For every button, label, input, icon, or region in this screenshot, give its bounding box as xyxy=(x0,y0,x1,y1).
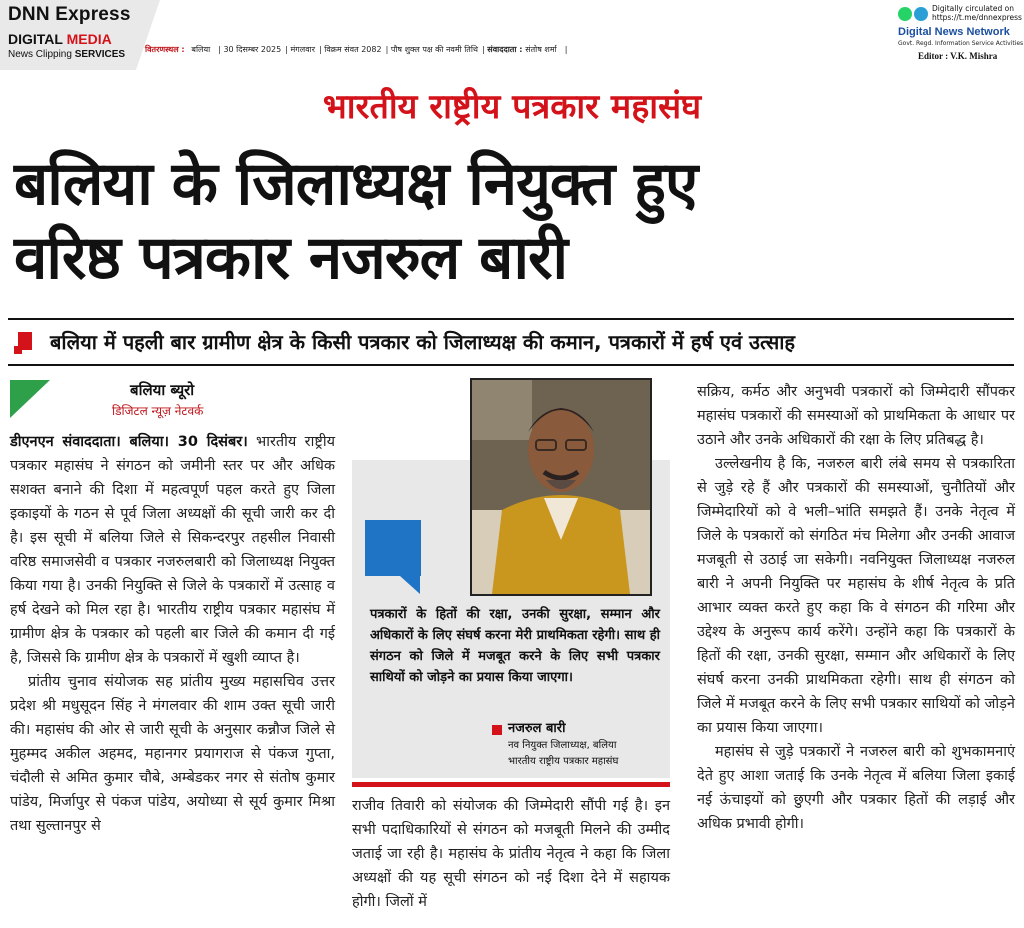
masthead xyxy=(0,0,1024,70)
edition-day: मंगलवार xyxy=(290,45,315,54)
brand-media: MEDIA xyxy=(66,31,112,47)
quote-role xyxy=(508,738,618,770)
bureau-marker xyxy=(10,380,50,418)
quote-role-line2: भारतीय राष्ट्रीय पत्रकार महासंघ xyxy=(508,756,619,767)
brand-digital-media xyxy=(8,31,112,47)
telegram-icon[interactable] xyxy=(914,7,928,21)
portrait-illustration xyxy=(472,380,650,594)
quote-text: पत्रकारों के हितों की रक्षा, उनकी सुरक्षा, सम्मान और अधिकारों के लिए संघर्ष करना मेरी प्राथमिकता रहेगी। साथ ही संगठन को जिले में मजबूत करने के लिए सभी पत्रकार साथियों को जोड़ने का प्रयास किया जाएगा। xyxy=(370,607,660,685)
column-left xyxy=(10,430,335,838)
divider xyxy=(352,782,670,787)
editor-line: Editor : V.K. Mishra xyxy=(918,51,998,61)
column-right xyxy=(697,380,1015,836)
network-name: Digital News Network xyxy=(898,26,1010,38)
circulation-icons xyxy=(898,6,928,25)
circulated-link[interactable]: https://t.me/dnnexpress xyxy=(932,13,1022,22)
network-brand xyxy=(898,4,1024,64)
bullet-icon-corner xyxy=(14,346,22,354)
paragraph-right-3: महासंघ से जुड़े पत्रकारों ने नजरुल बारी को शुभकामनाएं देते हुए आशा जताई कि उनके नेतृत्व में बलिया जिला इकाई नई ऊंचाइयों को छुएगी और पत्रकार हितों की लड़ाई और अधिक प्रभावी होगी। xyxy=(697,744,1015,832)
quote-bullet-icon xyxy=(492,725,502,735)
govt-line: Govt. Regd. Information Service Activities xyxy=(898,40,1024,47)
portrait-photo xyxy=(470,378,652,596)
strap-text: बलिया में पहली बार ग्रामीण क्षेत्र के किसी पत्रकार को जिलाध्यक्ष की कमान, पत्रकारों में हर्ष एवं उत्साह xyxy=(50,330,796,354)
bureau-name: बलिया ब्यूरो xyxy=(130,381,195,399)
edition-label: वितरणस्थल : xyxy=(145,45,188,54)
quote-name: नजरुल बारी xyxy=(508,721,566,736)
paragraph-right-1: सक्रिय, कर्मठ और अनुभवी पत्रकारों को जिम्मेदारी सौंपकर महासंघ पत्रकारों की समस्याओं को प्राथमिकता के आधार पर उठाने और उनके अधिकारों की रक्षा के लिए प्रतिबद्ध है। xyxy=(697,384,1015,448)
paragraph-1 xyxy=(10,430,335,670)
bureau-org: डिजिटल न्यूज़ नेटवर्क xyxy=(112,404,204,418)
edition-date: 30 दिसम्बर 2025 xyxy=(223,45,282,54)
edition-samvat: विक्रम संवत 2082 xyxy=(324,45,382,54)
whatsapp-icon[interactable] xyxy=(898,7,912,21)
brand-digital: DIGITAL xyxy=(8,31,67,47)
paragraph-mid: राजीव तिवारी को संयोजक की जिम्मेदारी सौंपी गई है। इन सभी पदाधिकारियों से संगठन को मजबूती मिलने की उम्मीद जताई जा रही है। महासंघ के प्रांतीय नेतृत्व ने कहा कि जिला अध्यक्षों की यह सूची संगठन को नई दिशा देने में सहायक होगी। जिलों में xyxy=(352,798,670,910)
reporter-value: संतोष शर्मा xyxy=(525,45,557,54)
headline-line1: बलिया के जिलाध्यक्ष नियुक्त हुए xyxy=(14,149,698,219)
brand-clipping-text: News Clipping xyxy=(8,49,75,60)
edition-meta: वितरणस्थल : बलिया | 30 दिसम्बर 2025 | मंगलवार | विक्रम संवत 2082 | पौष शुक्ल पक्ष की नवमी तिथि | संवाददाता : संतोष शर्मा | xyxy=(145,45,568,54)
brand-services: SERVICES xyxy=(74,49,126,60)
brand-title: DNN Express xyxy=(8,4,131,25)
paragraph-right-2: उल्लेखनीय है कि, नजरुल बारी लंबे समय से पत्रकारिता से जुड़े रहे हैं और पत्रकारों की समस्याओं, चुनौतियों और जिम्मेदारियों को वे भली–भांति समझते हैं। उनके नेतृत्व में जिले के पत्रकारों को संगठित मंच मिलेगा और उनकी आवाज मजबूती से उठाई जा सकेगी। नवनियुक्त जिलाध्यक्ष नजरुल बारी ने अपनी नियुक्ति पर महासंघ के शीर्ष नेतृत्व के प्रति आभार व्यक्त करते हुए कहा कि वे संगठन की गरिमा और उद्देश्य के अनुरूप कार्य करेंगे। उन्होंने कहा कि पत्रकारों के हितों की रक्षा, उनकी सुरक्षा, सम्मान और अधिकारों के लिए संघर्ष करना उनकी प्राथमिकता रहेगी। साथ ही संगठन को जिले में मजबूत करने के लिए सभी पत्रकार साथियों को जोड़ने का प्रयास किया जाएगा। xyxy=(697,456,1015,736)
paragraph-1-text: भारतीय राष्ट्रीय पत्रकार महासंघ ने संगठन को जमीनी स्तर पर और अधिक सशक्त बनाने की दिशा में महत्वपूर्ण पहल करते हुए जिला इकाइयों के गठन से पूर्व जिला अध्यक्षों की सूची जारी कर दी है। इस सूची में बलिया जिले से सिकन्दरपुर तहसील निवासी वरिष्ठ समाजसेवी व पत्रकार नजरुलबारी को जिलाध्यक्ष नियुक्त किया गया है। उनकी नियुक्ति से जिले के पत्रकारों में उत्साह व हर्ष देखने को मिल रहा है। भारतीय राष्ट्रीय पत्रकार महासंघ में ग्रामीण क्षेत्र के पत्रकार को पहली बार जिले की कमान दी गई है, जिससे कि ग्रामीण क्षेत्र के पत्रकारों में खुशी व्याप्त है। xyxy=(10,434,335,666)
circulation-text xyxy=(932,4,1022,22)
quote-role-line1: नव नियुक्त जिलाध्यक्ष, बलिया xyxy=(508,740,617,751)
paragraph-2: प्रांतीय चुनाव संयोजक सह प्रांतीय मुख्य महासचिव उत्तर प्रदेश श्री मधुसूदन सिंह ने मंगलवार की शाम उक्त सूची जारी की। महासंघ की ओर से जारी सूची के अनुसार कन्नौज जिले से मुहम्मद अकील अहमद, महानगर प्रयागराज से पंकज गुप्ता, चंदौली से अमित कुमार चौबे, अम्बेडकर नगर से संतोष कुमार पांडेय, मिर्जापुर से पंकज पांडेय, अयोध्या से सूर्य कुमार मिश्रा तथा सुल्तानपुर से xyxy=(10,674,335,834)
quote-mark-icon xyxy=(365,520,421,576)
kicker: भारतीय राष्ट्रीय पत्रकार महासंघ xyxy=(322,87,702,127)
circulated-line1: Digitally circulated on xyxy=(932,4,1014,13)
strapline xyxy=(8,318,1014,366)
headline-line2: वरिष्ठ पत्रकार नजरुल बारी xyxy=(14,223,568,293)
dateline: डीएनएन संवाददाता। बलिया। 30 दिसंबर। xyxy=(10,434,248,450)
brand-clipping xyxy=(8,49,125,60)
edition-value: बलिया xyxy=(191,45,211,54)
reporter-label: संवाददाता : xyxy=(487,45,526,54)
edition-tithi: पौष शुक्ल पक्ष की नवमी तिथि xyxy=(390,45,479,54)
column-middle xyxy=(352,794,670,914)
